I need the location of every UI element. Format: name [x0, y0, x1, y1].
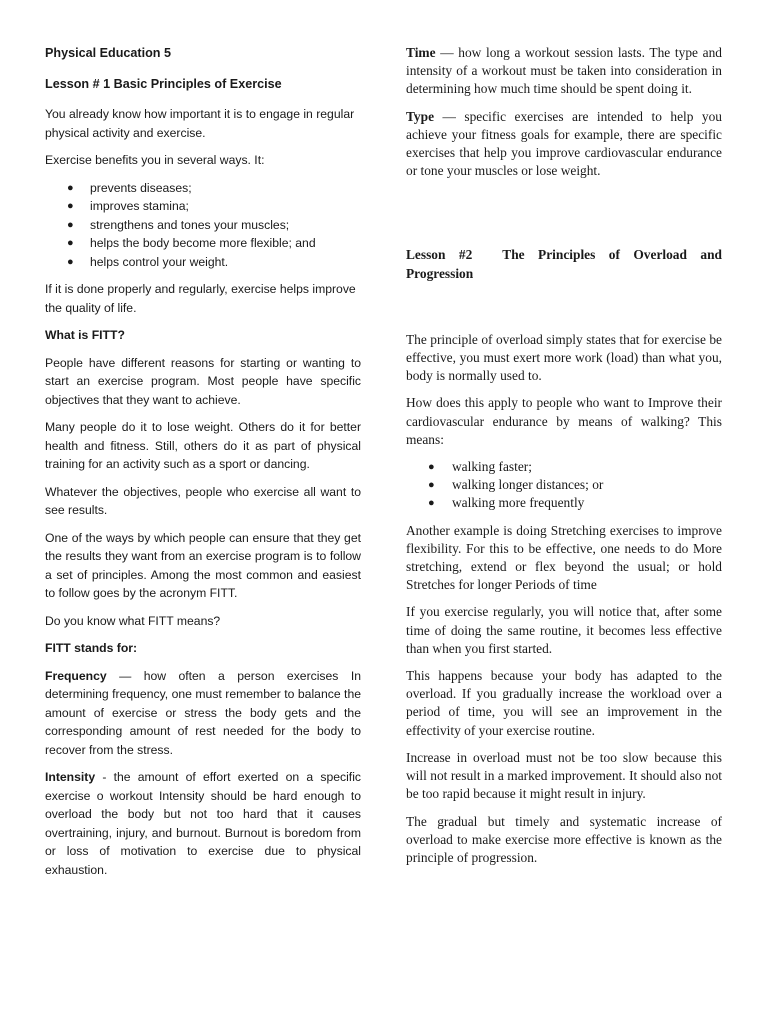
intensity-definition: [45, 768, 361, 879]
bullet-icon: ●: [67, 255, 74, 268]
walking-list: [406, 458, 722, 513]
list-item: ● helps the body become more flexible; and: [45, 234, 361, 253]
time-term: Time: [406, 45, 436, 60]
left-column: [45, 44, 361, 888]
stretching-paragraph: Another example is doing Stretching exercises to improve flexibility. For this to be effective, one needs to do More stretching, extend or flex beyond the usual; or hold Stretches for longer Periods of time: [406, 522, 722, 593]
bullet-icon: ●: [67, 237, 74, 249]
lesson1-title: Basic Principles of Exercise: [113, 76, 282, 91]
subject-title: Physical Education 5: [45, 46, 171, 60]
list-item: ● helps control your weight.: [45, 253, 361, 272]
walking-question: How does this apply to people who want to Improve their cardiovascular endurance by means of walking? This means:: [406, 395, 722, 447]
bullet-icon: ●: [67, 200, 74, 212]
type-definition: [406, 108, 722, 181]
bullet-icon: ●: [428, 497, 435, 510]
paragraph-principles: One of the ways by which people can ensure that they get the results they want from an exercise program is to follow a set of principles. Among the most common and easiest to follow goes by the acronym FITT.: [45, 530, 361, 600]
lesson2-title: The Principles of Overload and Progression: [406, 247, 722, 281]
bullet-icon: ●: [428, 461, 435, 474]
progression-paragraph: The gradual but timely and systematic increase of overload to make exercise more effective is known as the principle of progression.: [406, 813, 722, 865]
lesson2-heading: [406, 246, 722, 282]
type-term: Type: [406, 108, 435, 124]
bullet-icon: ●: [428, 479, 435, 492]
list-item: ● walking faster;: [406, 458, 722, 476]
type-text: — specific exercises are intended to help you achieve your fitness goals for example, there are specific exercises that help you improve cardiovascular endurance or tone your muscles or lose weight.: [406, 108, 722, 179]
frequency-definition: [45, 667, 361, 760]
done-properly-paragraph: If it is done properly and regularly, exercise helps improve the quality of life.: [45, 282, 356, 315]
frequency-text: — how often a person exercises In determining frequency, one must remember to balance the amount of exercise or stress the body gets and the corresponding amount of rest needed for the body to recover from the stress.: [45, 668, 361, 757]
intensity-term: Intensity: [45, 770, 96, 784]
lesson1-heading: [45, 75, 361, 94]
paragraph-goals: Many people do it to lose weight. Others do it for better health and fitness. Still, others do it as part of physical training for an activity such as a sport or dancing.: [45, 420, 361, 471]
time-text: — how long a workout session lasts. The type and intensity of a workout must be taken into consideration in determining how much time should be spent doing it.: [406, 45, 722, 97]
increase-paragraph: Increase in overload must not be too slow because this will not result in a marked improvement. It should also not be too rapid because it might result in injury.: [406, 749, 722, 802]
overload-paragraph: The principle of overload simply states that for exercise be effective, you must exert more work (load) than what you, body is normally used to.: [406, 331, 722, 384]
list-item: ● prevents diseases;: [45, 179, 361, 198]
fitt-heading: What is FITT?: [45, 328, 125, 342]
fitt-stands-for: FITT stands for:: [45, 641, 138, 655]
intensity-text: - the amount of effort exerted on a specific exercise o workout Intensity should be hard enough to overload the body but not too hard that it causes overtraining, injury, and burnout. Burnout is boredom from or loss of motivation to exercise due to physical exhaustion.: [45, 770, 361, 877]
bullet-icon: ●: [67, 218, 74, 231]
fitt-question: Do you know what FITT means?: [45, 613, 221, 628]
list-item: ● improves stamina;: [45, 197, 361, 216]
right-column: [406, 44, 722, 876]
paragraph-reasons: People have different reasons for starting or wanting to start an exercise program. Most people have specific objectives that they want to achieve.: [45, 355, 361, 407]
adapted-paragraph: This happens because your body has adapted to the overload. If you gradually increase the workload over a period of time, you will see an improvement in the effectivity of your exercise routine.: [406, 668, 722, 738]
lesson1-number: Lesson # 1: [45, 76, 111, 91]
list-item: ● strengthens and tones your muscles;: [45, 216, 361, 235]
benefits-lead: Exercise benefits you in several ways. It:: [45, 153, 265, 167]
benefits-list: [45, 179, 361, 272]
regular-paragraph: If you exercise regularly, you will notice that, after some time of doing the same routine, it becomes less effective than when you first started.: [406, 604, 722, 656]
time-definition: [406, 44, 722, 99]
paragraph-results: Whatever the objectives, people who exercise all want to see results.: [45, 484, 361, 517]
lesson2-number: Lesson #2: [406, 247, 473, 263]
intro-paragraph: You already know how important it is to engage in regular physical activity and exercise.: [45, 107, 355, 140]
list-item: ● walking longer distances; or: [406, 476, 722, 494]
frequency-term: Frequency: [45, 668, 107, 683]
bullet-icon: ●: [67, 181, 74, 194]
list-item: ● walking more frequently: [406, 494, 722, 512]
